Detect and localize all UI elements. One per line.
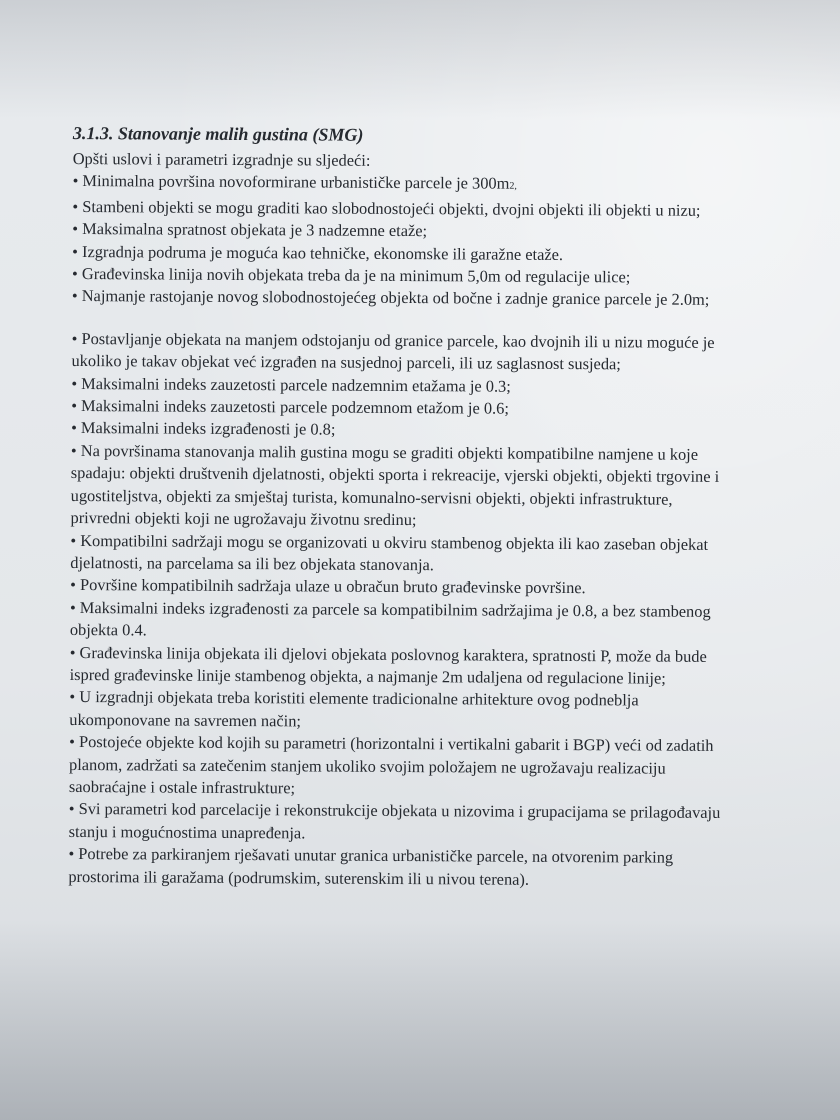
section-heading: 3.1.3. Stanovanje malih gustina (SMG) — [72, 122, 364, 145]
page-shadow-top — [0, 0, 840, 120]
text-line: djelatnosti, na parcelama sa ili bez objekata stanovanja. — [70, 552, 434, 575]
text-line: • Maksimalni indeks izgrađenosti je 0.8; — [71, 418, 336, 440]
text-line: • Površine kompatibilnih sadržaja ulaze u obračun bruto građevinske površine. — [70, 575, 586, 598]
section-intro: Opšti uslovi i parametri izgradnje su sljedeći: — [72, 148, 371, 170]
text-line: • Građevinska linija novih objekata treba da je na minimum 5,0m od regulacije ulice; — [71, 264, 631, 287]
text-line: ukomponovane na savremen način; — [69, 709, 302, 731]
text-line: ugostiteljstva, objekti za smještaj turista, komunalno-servisni objekti, objekti infrastrukture, — [70, 485, 673, 509]
text-line: ispred građevinske linije stambenog objekta, a najmanje 2m udaljena od regulacione linije; — [69, 664, 666, 688]
page-shadow-bottom — [0, 920, 840, 1120]
text-line: prostorima ili garažama (podrumskim, suterenskim ili u nivou terena). — [68, 866, 530, 889]
text-line: • Izgradnja podruma je moguća kao tehničke, ekonomske ili garažne etaže. — [72, 241, 564, 264]
text-line: • Svi parametri kod parcelacije i rekonstrukcije objekata u nizovima i grupacijama se prilagođavaju — [68, 799, 721, 823]
text-line: ukoliko je takav objekat već izgrađen na susjednoj parceli, ili uz saglasnost susjeda; — [71, 351, 621, 374]
text-line: saobraćajne i ostale infrastrukture; — [68, 776, 296, 798]
text-line: • Maksimalni indeks zauzetosti parcele nadzemnim etažama je 0.3; — [71, 373, 511, 396]
text-line: • Najmanje rastojanje novog slobodnostojećeg objekta od bočne i zadnje granice parcele je 2.0m; — [71, 286, 710, 310]
text-line: • Postavljanje objekata na manjem odstojanju od granice parcele, kao dvojnih ili u nizu moguće je — [71, 328, 715, 352]
text-line: • Na površinama stanovanja malih gustina mogu se graditi objekti kompatibilne namjene u koje — [70, 440, 699, 464]
text-line: spadaju: objekti društvenih djelatnosti, objekti sporta i rekreacije, vjerski objekti, objekti trgovine i — [70, 463, 720, 487]
text-line: • Potrebe za parkiranjem rješavati unutar granica urbanističke parcele, na otvorenim parking — [68, 844, 674, 867]
text-line-main: • Minimalna površina novoformirane urbanističke parcele je 300m — [72, 171, 510, 194]
text-line: objekta 0.4. — [69, 620, 147, 640]
text-line: • Stambeni objekti se mogu graditi kao slobodnostojeći objekti, dvojni objekti ili objekti u nizu; — [72, 196, 701, 220]
text-line: • Građevinska linija objekata ili djelovi objekata poslovnog karaktera, spratnosti P, može da bude — [69, 642, 707, 666]
text-line: • Postojeće objekte kod kojih su parametri (horizontalni i vertikalni gabarit i BGP) veći od zadatih — [69, 732, 714, 756]
text-line: privredni objekti koji ne ugrožavaju životnu sredinu; — [70, 508, 417, 530]
document-content — [68, 118, 808, 892]
text-line: • Kompatibilni sadržaji mogu se organizovati u okviru stambenog objekta ili kao zaseban objekat — [70, 530, 709, 554]
text-line: • Maksimalna spratnost objekata je 3 nadzemne etaže; — [72, 219, 428, 241]
text-line: planom, zadržati sa zatečenim stanjem ukoliko svojim položajem ne ugrožavaju realizaciju — [68, 754, 666, 778]
text-line: • U izgradnji objekata treba koristiti elemente tradicionalne arhitekture ovog podneblja — [69, 687, 639, 710]
text-line: stanju i mogućnostima unapređenja. — [68, 821, 306, 843]
unit-subscript: 2, — [509, 181, 517, 193]
text-line: • Maksimalni indeks izgrađenosti za parcele sa kompatibilnim sadržajima je 0.8, a bez stambenog — [69, 597, 711, 621]
text-line: • Maksimalni indeks zauzetosti parcele podzemnom etažom je 0.6; — [71, 396, 509, 418]
